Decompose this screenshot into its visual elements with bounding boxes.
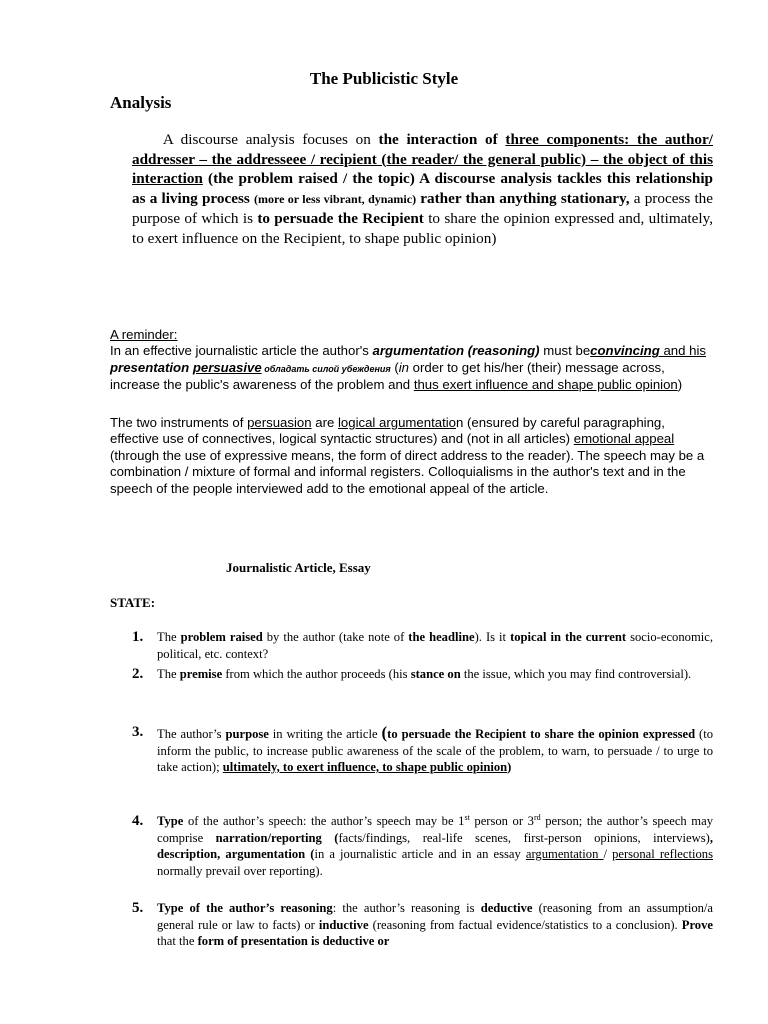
journalistic-article-heading: Journalistic Article, Essay — [226, 560, 371, 575]
section-heading: Analysis — [110, 93, 172, 112]
list-item-4: 4. Type of the author’s speech: the author’s speech may be 1st person or 3rd person; the author’s speech may comprise narration/reporting (facts/findings, real-life scenes, first-person opinions, interviews), description, argumentation (in a journalistic article and in an essay argumentation / personal reflections normally prevail over reporting). — [132, 812, 713, 878]
list-item-2: 2. The premise from which the author proceeds (his stance on the issue, which you may find controversial). — [132, 666, 692, 682]
page-title: The Publicistic Style — [309, 69, 459, 88]
state-label: STATE: — [110, 595, 156, 610]
list-item-5: 5. Type of the author’s reasoning: the author’s reasoning is deductive (reasoning from an assumption/a general rule or law to facts) or inductive (reasoning from factual evidence/statistics to a conclusion). Prove that the form of presentation is deductive or — [132, 900, 714, 948]
list-item-3: 3. The author’s purpose in writing the article (to persuade the Recipient to share the opinion expressed (to inform the public, to increase public awareness of the scale of the problem, to warn, to persuade / to urge to take action); ultimately, to exert influence, to shape public opinion) — [132, 723, 714, 774]
reminder-paragraph: A reminder: In an effective journalistic article the author's argumentation (reasoning) must beconvincing and his presentation persuasive обладать силой убеждения (in order to get his/her (their) message across, increase the public's awareness of the problem and thus exert influence and shape public opinion) — [110, 327, 706, 393]
intro-paragraph: A discourse analysis focuses on the interaction of three components: the author/ addresser – the addresseee / recipient (the reader/ the general public) – the object of this interaction (the problem raised / the topic) A discourse analysis tackles this relationship as a living process (more or less vibrant, dynamic) rather than anything stationary, a process the purpose of which is to persuade the Recipient to share the opinion expressed and, ultimately, to exert influence on the Recipient, to shape public opinion) — [132, 131, 714, 247]
instruments-paragraph: The two instruments of persuasion are logical argumentation (ensured by careful paragraphing, effective use of connectives, logical syntactic structures) and (not in all articles) emotional appeal (through the use of expressive means, the form of direct address to the reader). The speech may be a combination / mixture of formal and informal registers. Colloquialisms in the author's text and in the speech of the people interviewed add to the emotional appeal of the article. — [110, 415, 705, 496]
reminder-label: A reminder: — [110, 327, 178, 342]
list-item-1: 1. The problem raised by the author (take note of the headline). Is it topical in the current socio-economic, political, etc. context? — [132, 629, 713, 661]
